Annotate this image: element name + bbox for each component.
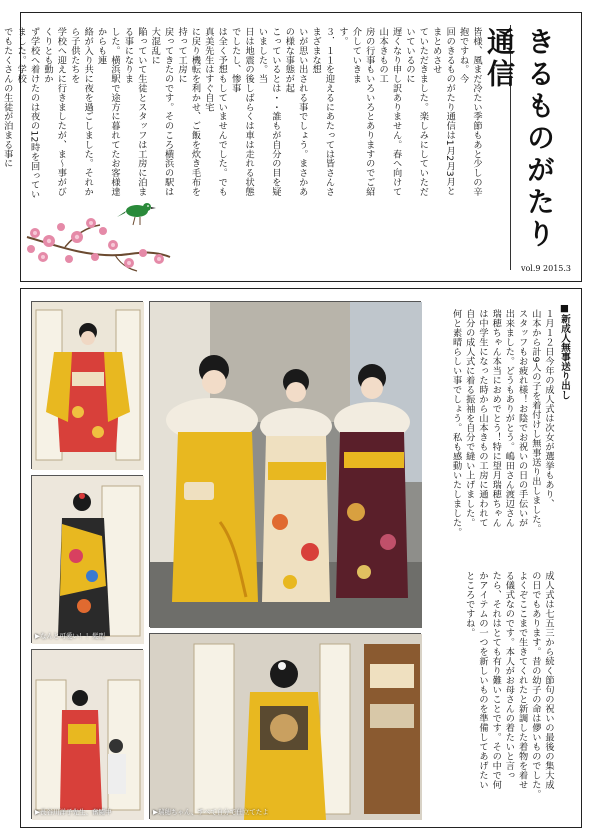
- photo-back-view: [149, 633, 421, 819]
- masthead-section: [1, 12, 582, 282]
- photo-hairstyle-image: [32, 476, 144, 644]
- plum-blossom-illustration: [25, 197, 175, 277]
- article-section: [20, 288, 582, 828]
- article-paragraph-2: 成人式は七五三から続く節句の祝いの最後の集大成 の日でもあります。昔の幼子の命は儚いものでした。 よくぞここまで生きてくれたと新調した着物を着せ る儀式なのです。本人がお母さんの着たいと言っ たら、それはとても有り難いことです。その中で何 かアイテムの一つを新しいものを準備してあげたい ところですね。: [463, 571, 554, 799]
- photo-furisode-spread: [31, 301, 143, 469]
- caption-back-view: ▶瑞穂ちゃん、すべて自分で仕立てたよ: [153, 808, 269, 816]
- photo-teacher-image: [32, 650, 144, 820]
- photo-hairstyle: [31, 475, 143, 643]
- photo-teacher: [31, 649, 143, 819]
- caption-hairstyle: ▶なんと可愛い！！髪型: [35, 632, 105, 640]
- issue-number: vol.9 2015.3: [520, 264, 571, 273]
- photo-back-view-image: [150, 634, 422, 820]
- article-title: ■新成人無事送り出し: [559, 303, 570, 400]
- photo-furisode-spread-image: [32, 302, 144, 470]
- newsletter-title: きるものがたり通信: [483, 27, 556, 251]
- photo-group-three-image: [150, 302, 422, 628]
- greeting-text: 皆様、風まだ冷たい季節もあと少しの辛抱ですね。今 回のきるものがたり通信は1月2月3月とまとめさせ ていただきました。楽しみにしていただいているのに 遅くなり申し訳ありません。春へ向けて山本きもの工 房の行事もいろいろとありますのでご紹介していきま す。 ３．１１を迎えるにあたっては皆さんさまざまな想 いが思い出される事でしょう。まさかあの様な事態が起 こっているとは・・誰もが自分の目を疑いました。当 日は地震の後しばらくは車は走れる状態でしたし、惨事 は全く予想もしていませんでした。でも真美先生はすぐ自宅 に戻り機転を利かせ、ご飯を炊き毛布を持って工房に 戻ってきたのです。そのころ横浜の駅は大混乱に 陥っていて生徒とスタッフは工房に泊まる事になりま した。横浜駅で途方に暮れてたお客様達からも連 絡が入り共に夜を過ごしました。それから子供たちを 学校へ迎えに行きましたが、ま〜事がびくりとも動か ず学校へ着けたのは夜の12時を回っていました。学校 でもたくさんの生徒が泊まる事に: [1, 27, 482, 199]
- bird-icon: [117, 203, 156, 225]
- article-paragraph-1: １月１２日今年の成人式は次女が選挙もあり、 山本から計9人の子を着付けし無事送り出しました。 スタッフもお疲れ様！お陰でお祝いの日の手伝いが 出来ました。どうもありがとう。嶋田さん渡辺さん 瑞穂ちゃん本当におめでとう！特に望月瑞穂ちゃん は中学生になった時から山本きもの工房に通われて 自分の成人式に着る振袖を自分で縫い上げました。 何と素晴らしい事でしょう。私も感動いたしました。: [450, 309, 554, 537]
- photo-group-three: [149, 301, 421, 627]
- caption-teacher: ▶長谷川洋子先生、奮闘中: [35, 808, 112, 816]
